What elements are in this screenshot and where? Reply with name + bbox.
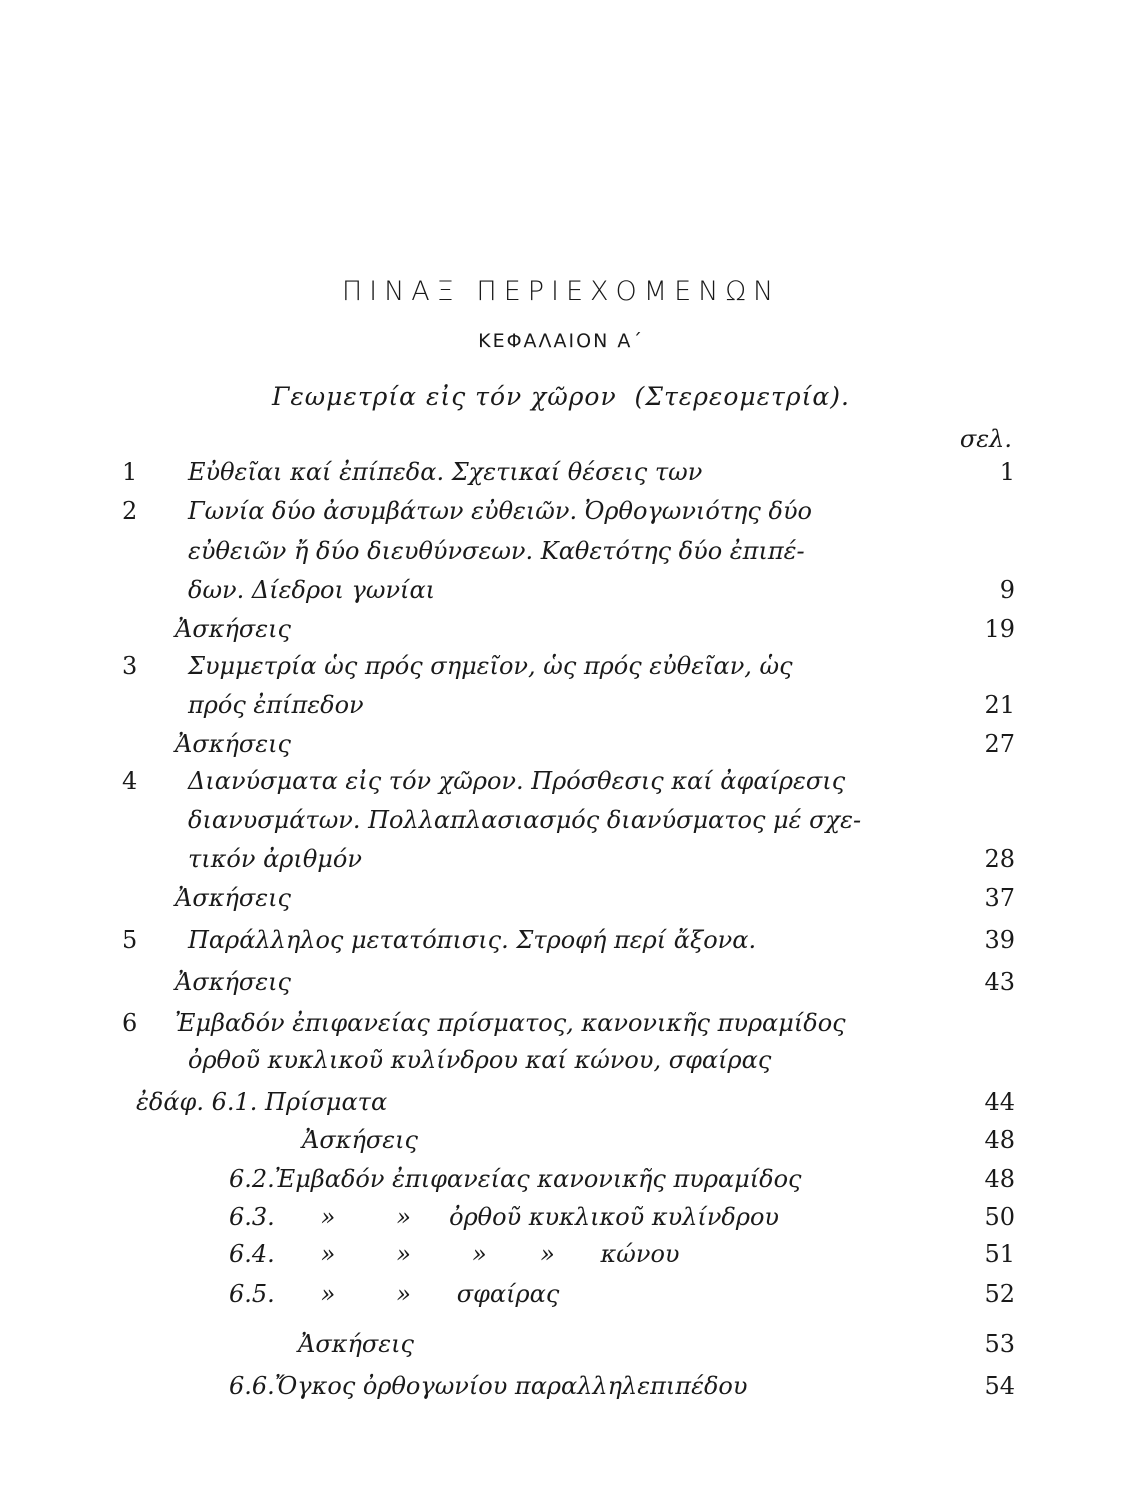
entry-text: Ἀσκήσεις bbox=[175, 884, 291, 912]
entry-text: Γωνία δύο ἀσυμβάτων εὐθειῶν. Ὀρθογωνιότης δύο bbox=[188, 497, 812, 525]
entry-number: 1 bbox=[122, 458, 138, 486]
toc-entry bbox=[0, 458, 1122, 496]
toc-entry bbox=[0, 1240, 1122, 1278]
toc-entry bbox=[0, 1372, 1122, 1410]
entry-page: 27 bbox=[984, 730, 1015, 758]
toc-entry bbox=[0, 1330, 1122, 1368]
entry-page: 9 bbox=[999, 576, 1015, 604]
entry-text: 6.5. » » σφαίρας bbox=[229, 1280, 560, 1308]
toc-entry bbox=[0, 615, 1122, 653]
entry-text: τικόν ἀριθμόν bbox=[188, 845, 362, 873]
entry-text: Εὐθεῖαι καί ἐπίπεδα. Σχετικαί θέσεις των bbox=[188, 458, 703, 486]
toc-entry bbox=[0, 968, 1122, 1006]
entry-page: 21 bbox=[984, 691, 1015, 719]
entry-number: 6 bbox=[122, 1009, 138, 1037]
entry-page: 19 bbox=[984, 615, 1015, 643]
toc-entry bbox=[0, 1165, 1122, 1203]
entry-text: Ἀσκήσεις bbox=[298, 1330, 414, 1358]
entry-page: 43 bbox=[984, 968, 1015, 996]
entry-text: Συμμετρία ὡς πρός σημεῖον, ὡς πρός εὐθεῖαν, ὡς bbox=[188, 652, 793, 680]
entry-text: 6.4. » » » » κώνου bbox=[229, 1240, 680, 1268]
toc-entry bbox=[0, 1088, 1122, 1126]
entry-page: 37 bbox=[984, 884, 1015, 912]
toc-entry bbox=[0, 497, 1122, 535]
page-title: ΠΙΝΑΞ ΠΕΡΙΕΧΟΜΕΝΩΝ bbox=[341, 276, 781, 307]
toc-entry bbox=[0, 1126, 1122, 1164]
entry-text: Διανύσματα εἰς τόν χῶρον. Πρόσθεσις καί ἀφαίρεσις bbox=[188, 767, 846, 795]
entry-text: Παράλληλος μετατόπισις. Στροφή περί ἄξονα. bbox=[188, 926, 757, 954]
toc-entry bbox=[0, 537, 1122, 575]
toc-entry bbox=[0, 845, 1122, 883]
toc-entry bbox=[0, 1280, 1122, 1318]
entry-page: 48 bbox=[984, 1165, 1015, 1193]
toc-entry bbox=[0, 926, 1122, 964]
entry-page: 1 bbox=[999, 458, 1015, 486]
toc-entry bbox=[0, 1203, 1122, 1241]
entry-text: Ἐμβαδόν ἐπιφανείας πρίσματος, κανονικῆς πυραμίδος bbox=[175, 1009, 846, 1037]
entry-page: 48 bbox=[984, 1126, 1015, 1154]
entry-text: 6.3. » » ὀρθοῦ κυκλικοῦ κυλίνδρου bbox=[229, 1203, 780, 1231]
toc-entry bbox=[0, 1046, 1122, 1084]
entry-text: διανυσμάτων. Πολλαπλασιασμός διανύσματος μέ σχε- bbox=[188, 806, 862, 834]
entry-page: 52 bbox=[984, 1280, 1015, 1308]
entry-text: 6.2.Ἐμβαδόν ἐπιφανείας κανονικῆς πυραμίδος bbox=[229, 1165, 802, 1193]
entry-page: 53 bbox=[984, 1330, 1015, 1358]
entry-page: 50 bbox=[984, 1203, 1015, 1231]
entry-text: ἐδάφ. 6.1. Πρίσματα bbox=[136, 1088, 388, 1116]
entry-text: πρός ἐπίπεδον bbox=[188, 691, 364, 719]
entry-text: Ἀσκήσεις bbox=[175, 615, 291, 643]
entry-page: 28 bbox=[984, 845, 1015, 873]
toc-entry bbox=[0, 767, 1122, 805]
entry-number: 5 bbox=[122, 926, 138, 954]
page-column-header: σελ. bbox=[959, 425, 1012, 453]
entry-number: 2 bbox=[122, 497, 138, 525]
entry-text: εὐθειῶν ἤ δύο διευθύνσεων. Καθετότης δύο ἐπιπέ- bbox=[188, 537, 805, 565]
entry-number: 4 bbox=[122, 767, 138, 795]
toc-entry bbox=[0, 806, 1122, 844]
chapter-subtitle: Γεωμετρία εἰς τόν χῶρον (Στερεομετρία). bbox=[272, 382, 850, 411]
entry-text: Ἀσκήσεις bbox=[175, 968, 291, 996]
entry-page: 44 bbox=[984, 1088, 1015, 1116]
entry-page: 39 bbox=[984, 926, 1015, 954]
toc-entry bbox=[0, 691, 1122, 729]
toc-entry bbox=[0, 884, 1122, 922]
entry-page: 51 bbox=[984, 1240, 1015, 1268]
toc-entry bbox=[0, 730, 1122, 768]
toc-entry bbox=[0, 652, 1122, 690]
entry-page: 54 bbox=[984, 1372, 1015, 1400]
entry-text: 6.6.Ὄγκος ὀρθογωνίου παραλληλεπιπέδου bbox=[229, 1372, 748, 1400]
chapter-heading: ΚΕΦΑΛΑΙΟΝ Α΄ bbox=[478, 330, 644, 352]
entry-text: ὀρθοῦ κυκλικοῦ κυλίνδρου καί κώνου, σφαίρας bbox=[188, 1046, 772, 1074]
entry-text: Ἀσκήσεις bbox=[302, 1126, 418, 1154]
toc-entry bbox=[0, 576, 1122, 614]
toc-entry bbox=[0, 1009, 1122, 1047]
entry-number: 3 bbox=[122, 652, 138, 680]
entry-text: Ἀσκήσεις bbox=[175, 730, 291, 758]
entry-text: δων. Δίεδροι γωνίαι bbox=[188, 576, 436, 604]
